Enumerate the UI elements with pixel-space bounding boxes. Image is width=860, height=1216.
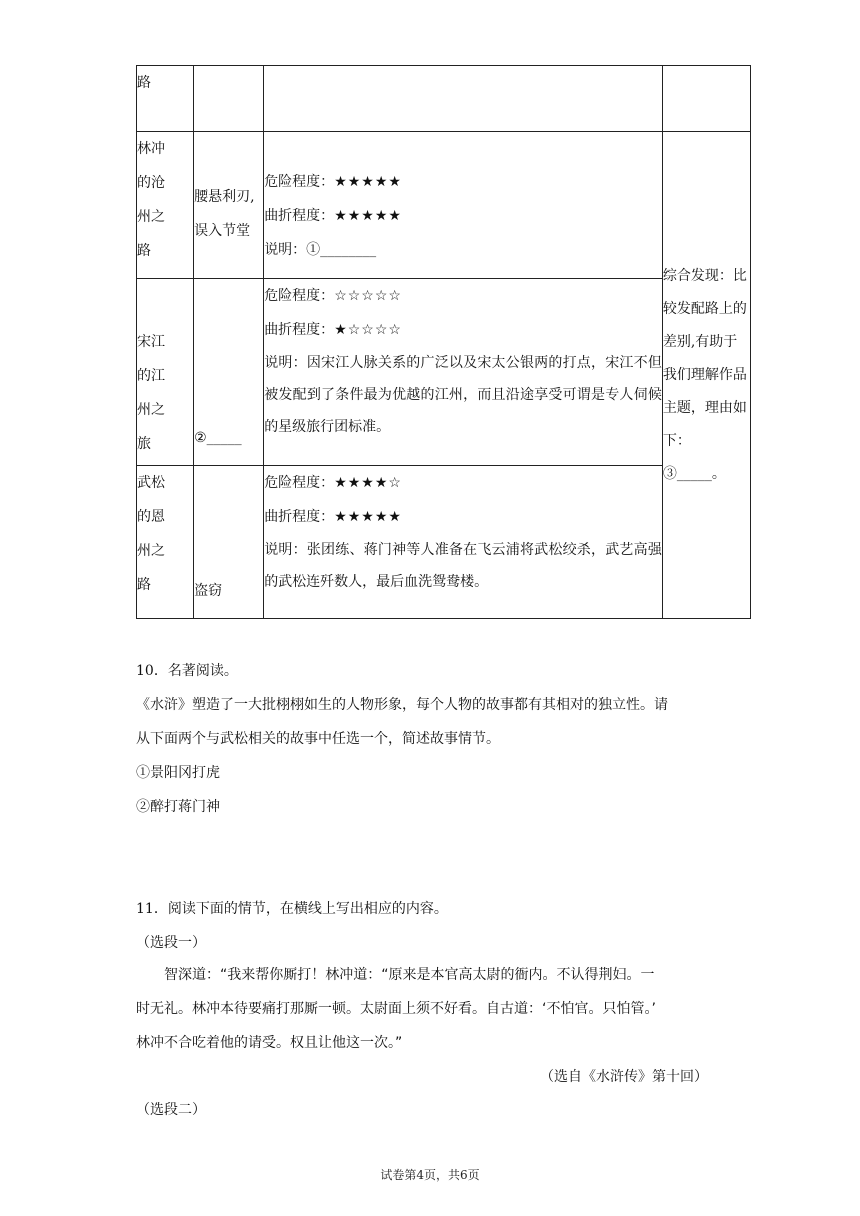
section-2 — [136, 1093, 206, 1127]
section-label: （选段二） — [136, 1102, 206, 1118]
event-cell: 盗窃 — [194, 466, 264, 619]
question-11 — [136, 892, 448, 960]
route-cell: 宋江 的江 州之 旅 — [137, 279, 194, 466]
table-row — [137, 66, 751, 132]
table-row — [137, 466, 751, 619]
summary-cell: 综合发现：比较发配路上的差别,有助于我们理解作品主题，理由如下：③_____。 — [662, 132, 750, 619]
option-2: ②醉打蒋门神 — [136, 799, 220, 815]
question-10 — [136, 654, 668, 824]
question-title: 11．阅读下面的情节，在横线上写出相应的内容。 — [136, 901, 448, 917]
section-label: （选段一） — [136, 935, 206, 951]
summary-cell-top — [662, 66, 750, 132]
detail-cell: 危险程度：★★★★★ 曲折程度：★★★★★ 说明：①________ — [264, 132, 663, 279]
route-cell: 路 — [137, 66, 194, 132]
question-body-line: 《水浒》塑造了一大批栩栩如生的人物形象，每个人物的故事都有其相对的独立性。请 — [136, 697, 668, 713]
excerpt-1-cont: 时无礼。林冲本待要痛打那厮一顿。太尉面上须不好看。自古道：‘不怕官。只怕管。’ 林冲不合吃着他的请受。权且让他这一次。” — [136, 1001, 656, 1051]
event-cell — [194, 66, 264, 132]
question-body-line: 从下面两个与武松相关的故事中任选一个，简述故事情节。 — [136, 731, 500, 747]
detail-cell — [264, 66, 663, 132]
detail-cell: 危险程度：☆☆☆☆☆ 曲折程度：★☆☆☆☆ 说明：因宋江人脉关系的广泛以及宋太公银两的打点，宋江不但被发配到了条件最为优越的江州，而且沿途享受可谓是专人伺候的星级旅行团标准。 — [264, 279, 663, 466]
excerpt-1: 智深道：“我来帮你厮打！林冲道：“原来是本官高太尉的衙内。不认得荆妇。一 — [164, 967, 655, 983]
event-cell: 腰悬利刃,误入节堂 — [194, 132, 264, 279]
route-comparison-table — [136, 65, 751, 619]
table-row — [137, 279, 751, 466]
page-footer: 试卷第4页，共6页 — [380, 1168, 480, 1182]
detail-cell: 危险程度：★★★★☆ 曲折程度：★★★★★ 说明：张团练、蒋门神等人准备在飞云浦将武松绞杀，武艺高强的武松连歼数人，最后血洗鸳鸯楼。 — [264, 466, 663, 619]
option-1: ①景阳冈打虎 — [136, 765, 220, 781]
excerpt-source: （选自《水浒传》第十回） — [540, 1069, 708, 1085]
question-title: 10．名著阅读。 — [136, 663, 238, 679]
table-row — [137, 132, 751, 279]
event-cell: ②_____ — [194, 279, 264, 466]
route-cell: 林冲 的沧 州之 路 — [137, 132, 194, 279]
route-cell: 武松 的恩 州之 路 — [137, 466, 194, 619]
